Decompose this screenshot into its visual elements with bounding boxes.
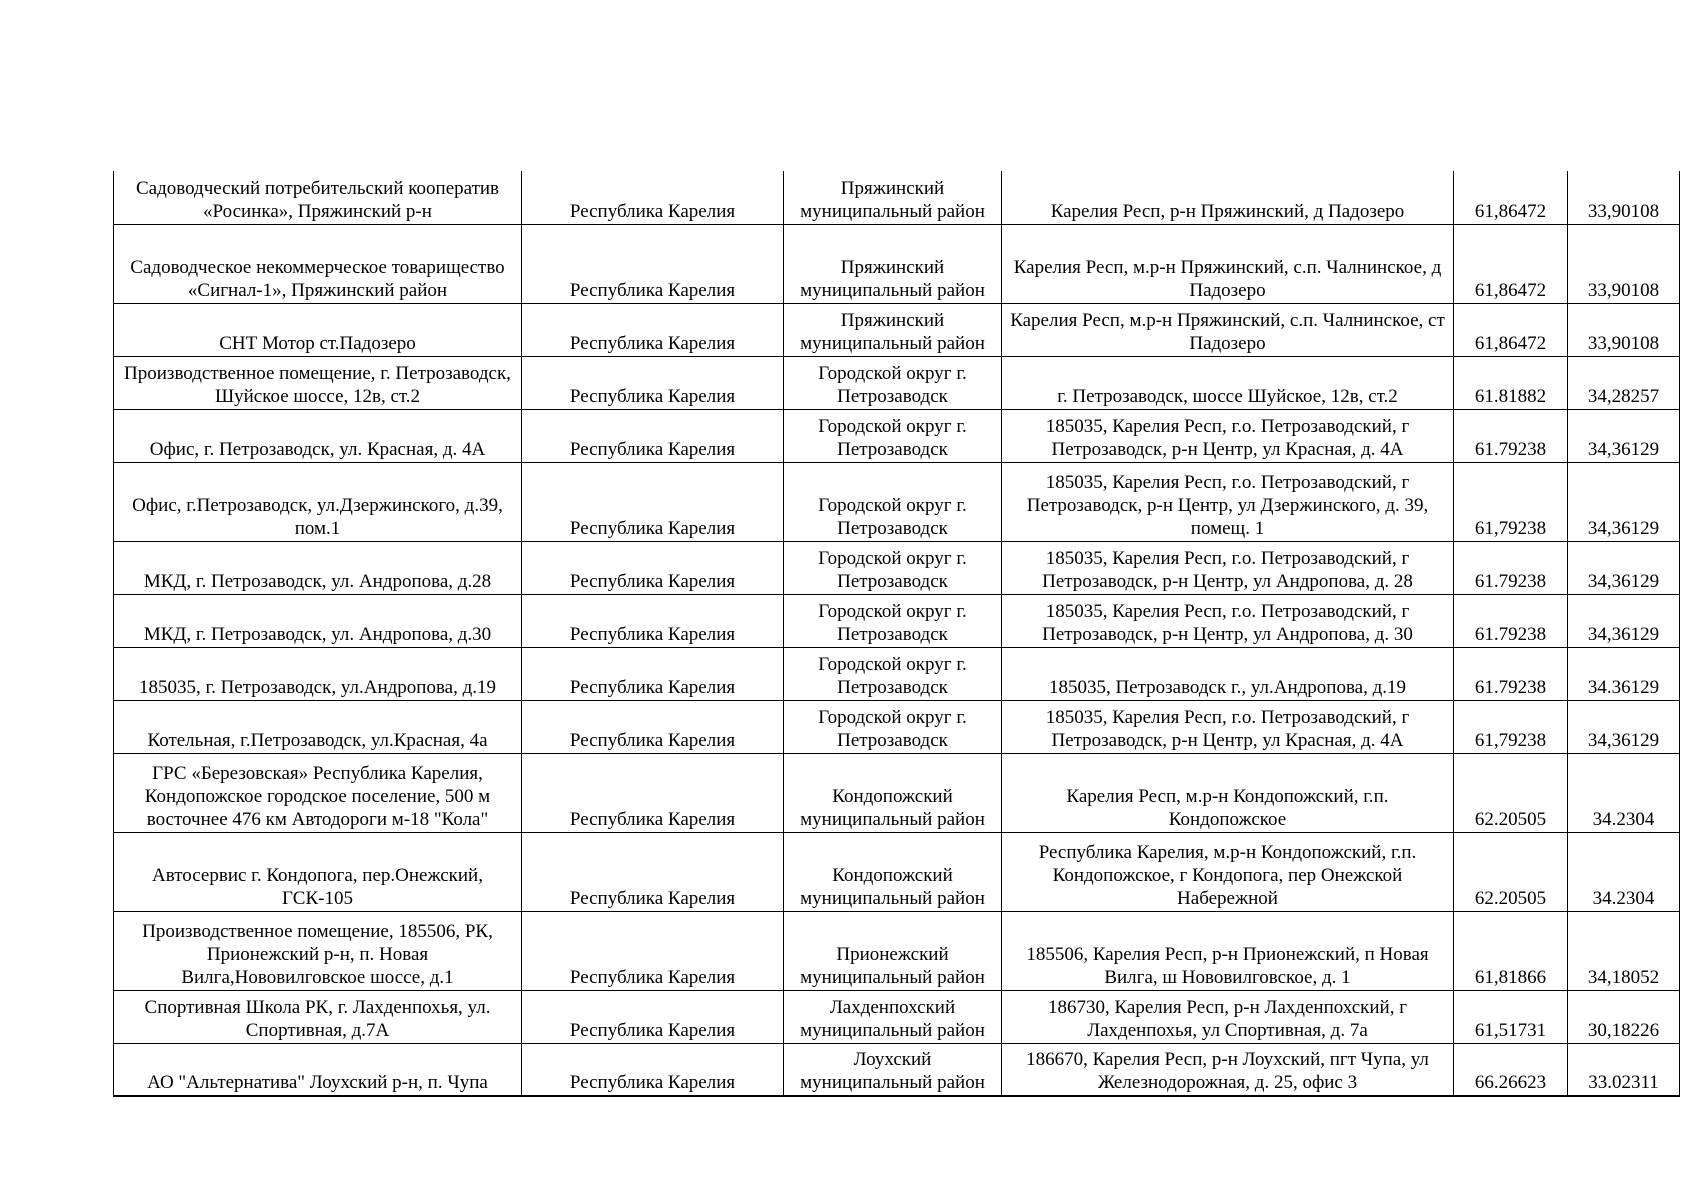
cell-latitude: 61,79238 — [1454, 462, 1568, 541]
cell-longitude: 34,36129 — [1568, 700, 1680, 753]
cell-region: Республика Карелия — [522, 409, 784, 462]
cell-longitude: 34.2304 — [1568, 753, 1680, 832]
cell-region: Республика Карелия — [522, 753, 784, 832]
cell-region: Республика Карелия — [522, 832, 784, 911]
table-row — [114, 594, 1680, 647]
cell-municipality: Пряжинский муниципальный район — [784, 303, 1002, 356]
table-row — [114, 409, 1680, 462]
cell-latitude: 61.79238 — [1454, 647, 1568, 700]
cell-region: Республика Карелия — [522, 594, 784, 647]
cell-latitude: 66.26623 — [1454, 1043, 1568, 1096]
table-row — [114, 356, 1680, 409]
cell-region: Республика Карелия — [522, 303, 784, 356]
table-row — [114, 700, 1680, 753]
cell-address: 185035, Карелия Респ, г.о. Петрозаводский, г Петрозаводск, р-н Центр, ул Андропова, д. 30 — [1002, 594, 1454, 647]
table-row — [114, 224, 1680, 303]
cell-address: Карелия Респ, м.р-н Пряжинский, с.п. Чалнинское, ст Падозеро — [1002, 303, 1454, 356]
table-row — [114, 647, 1680, 700]
cell-object-name: МКД, г. Петрозаводск, ул. Андропова, д.28 — [114, 541, 522, 594]
cell-municipality: Городской округ г. Петрозаводск — [784, 647, 1002, 700]
cell-address: Карелия Респ, м.р-н Кондопожский, г.п. Кондопожское — [1002, 753, 1454, 832]
cell-latitude: 61.79238 — [1454, 594, 1568, 647]
cell-municipality: Лоухский муниципальный район — [784, 1043, 1002, 1096]
table-row — [114, 1043, 1680, 1096]
cell-object-name: Офис, г.Петрозаводск, ул.Дзержинского, д.39, пом.1 — [114, 462, 522, 541]
cell-latitude: 61,79238 — [1454, 700, 1568, 753]
cell-latitude: 62.20505 — [1454, 753, 1568, 832]
cell-address: 185035, Карелия Респ, г.о. Петрозаводский, г Петрозаводск, р-н Центр, ул Дзержинского, д. 39, помещ. 1 — [1002, 462, 1454, 541]
cell-latitude: 61,51731 — [1454, 990, 1568, 1043]
cell-object-name: ГРС «Березовская» Республика Карелия, Кондопожское городское поселение, 500 м восточнее 476 км Автодороги м-18 "Кола" — [114, 753, 522, 832]
cell-object-name: Производственное помещение, г. Петрозаводск, Шуйское шоссе, 12в, ст.2 — [114, 356, 522, 409]
cell-object-name: 185035, г. Петрозаводск, ул.Андропова, д.19 — [114, 647, 522, 700]
cell-object-name: Автосервис г. Кондопога, пер.Онежский, ГСК-105 — [114, 832, 522, 911]
cell-object-name: СНТ Мотор ст.Падозеро — [114, 303, 522, 356]
cell-longitude: 34,36129 — [1568, 409, 1680, 462]
cell-region: Республика Карелия — [522, 224, 784, 303]
objects-table — [113, 171, 1680, 1097]
cell-object-name: Садоводческое некоммерческое товарищество «Сигнал-1», Пряжинский район — [114, 224, 522, 303]
table-row — [114, 990, 1680, 1043]
cell-object-name: Садоводческий потребительский кооператив «Росинка», Пряжинский р-н — [114, 171, 522, 224]
table-row — [114, 911, 1680, 990]
cell-longitude: 34,36129 — [1568, 462, 1680, 541]
cell-municipality: Прионежский муниципальный район — [784, 911, 1002, 990]
cell-address: 185035, Карелия Респ, г.о. Петрозаводский, г Петрозаводск, р-н Центр, ул Андропова, д. 28 — [1002, 541, 1454, 594]
cell-municipality: Городской округ г. Петрозаводск — [784, 462, 1002, 541]
cell-latitude: 61,81866 — [1454, 911, 1568, 990]
cell-address: г. Петрозаводск, шоссе Шуйское, 12в, ст.2 — [1002, 356, 1454, 409]
cell-longitude: 34.36129 — [1568, 647, 1680, 700]
cell-latitude: 61,86472 — [1454, 303, 1568, 356]
cell-longitude: 34,36129 — [1568, 594, 1680, 647]
cell-municipality: Лахденпохский муниципальный район — [784, 990, 1002, 1043]
cell-object-name: Производственное помещение, 185506, РК, Прионежский р-н, п. Новая Вилга,Нововилговское шоссе, д.1 — [114, 911, 522, 990]
table-row — [114, 171, 1680, 224]
cell-municipality: Городской округ г. Петрозаводск — [784, 409, 1002, 462]
cell-municipality: Городской округ г. Петрозаводск — [784, 541, 1002, 594]
cell-region: Республика Карелия — [522, 911, 784, 990]
cell-object-name: АО "Альтернатива" Лоухский р-н, п. Чупа — [114, 1043, 522, 1096]
cell-longitude: 34,36129 — [1568, 541, 1680, 594]
cell-longitude: 33,90108 — [1568, 224, 1680, 303]
cell-address: Республика Карелия, м.р-н Кондопожский, г.п. Кондопожское, г Кондопога, пер Онежской Набережной — [1002, 832, 1454, 911]
cell-municipality: Кондопожский муниципальный район — [784, 753, 1002, 832]
cell-address: 186730, Карелия Респ, р-н Лахденпохский, г Лахденпохья, ул Спортивная, д. 7а — [1002, 990, 1454, 1043]
cell-latitude: 61,86472 — [1454, 224, 1568, 303]
cell-latitude: 61.81882 — [1454, 356, 1568, 409]
cell-object-name: Котельная, г.Петрозаводск, ул.Красная, 4а — [114, 700, 522, 753]
cell-address: 185035, Петрозаводск г., ул.Андропова, д.19 — [1002, 647, 1454, 700]
cell-region: Республика Карелия — [522, 647, 784, 700]
cell-longitude: 34,28257 — [1568, 356, 1680, 409]
cell-region: Республика Карелия — [522, 990, 784, 1043]
cell-municipality: Пряжинский муниципальный район — [784, 171, 1002, 224]
cell-longitude: 33.02311 — [1568, 1043, 1680, 1096]
table-row — [114, 832, 1680, 911]
cell-latitude: 62.20505 — [1454, 832, 1568, 911]
cell-object-name: МКД, г. Петрозаводск, ул. Андропова, д.30 — [114, 594, 522, 647]
cell-address: 185035, Карелия Респ, г.о. Петрозаводский, г Петрозаводск, р-н Центр, ул Красная, д. 4А — [1002, 700, 1454, 753]
table-row — [114, 753, 1680, 832]
cell-object-name: Офис, г. Петрозаводск, ул. Красная, д. 4А — [114, 409, 522, 462]
cell-region: Республика Карелия — [522, 171, 784, 224]
cell-object-name: Спортивная Школа РК, г. Лахденпохья, ул. Спортивная, д.7А — [114, 990, 522, 1043]
cell-municipality: Пряжинский муниципальный район — [784, 224, 1002, 303]
cell-region: Республика Карелия — [522, 700, 784, 753]
cell-longitude: 34.2304 — [1568, 832, 1680, 911]
cell-address: 185506, Карелия Респ, р-н Прионежский, п Новая Вилга, ш Нововилговское, д. 1 — [1002, 911, 1454, 990]
table-row — [114, 303, 1680, 356]
cell-address: Карелия Респ, р-н Пряжинский, д Падозеро — [1002, 171, 1454, 224]
table-row — [114, 462, 1680, 541]
cell-latitude: 61.79238 — [1454, 409, 1568, 462]
cell-longitude: 30,18226 — [1568, 990, 1680, 1043]
cell-municipality: Кондопожский муниципальный район — [784, 832, 1002, 911]
table-row — [114, 541, 1680, 594]
cell-address: 185035, Карелия Респ, г.о. Петрозаводский, г Петрозаводск, р-н Центр, ул Красная, д. 4А — [1002, 409, 1454, 462]
cell-region: Республика Карелия — [522, 541, 784, 594]
cell-municipality: Городской округ г. Петрозаводск — [784, 594, 1002, 647]
cell-address: 186670, Карелия Респ, р-н Лоухский, пгт Чупа, ул Железнодорожная, д. 25, офис 3 — [1002, 1043, 1454, 1096]
cell-latitude: 61.79238 — [1454, 541, 1568, 594]
cell-municipality: Городской округ г. Петрозаводск — [784, 356, 1002, 409]
table-body — [114, 171, 1680, 1096]
cell-region: Республика Карелия — [522, 356, 784, 409]
cell-region: Республика Карелия — [522, 1043, 784, 1096]
cell-municipality: Городской округ г. Петрозаводск — [784, 700, 1002, 753]
cell-longitude: 33,90108 — [1568, 303, 1680, 356]
cell-longitude: 33,90108 — [1568, 171, 1680, 224]
cell-address: Карелия Респ, м.р-н Пряжинский, с.п. Чалнинское, д Падозеро — [1002, 224, 1454, 303]
cell-latitude: 61,86472 — [1454, 171, 1568, 224]
cell-region: Республика Карелия — [522, 462, 784, 541]
cell-longitude: 34,18052 — [1568, 911, 1680, 990]
